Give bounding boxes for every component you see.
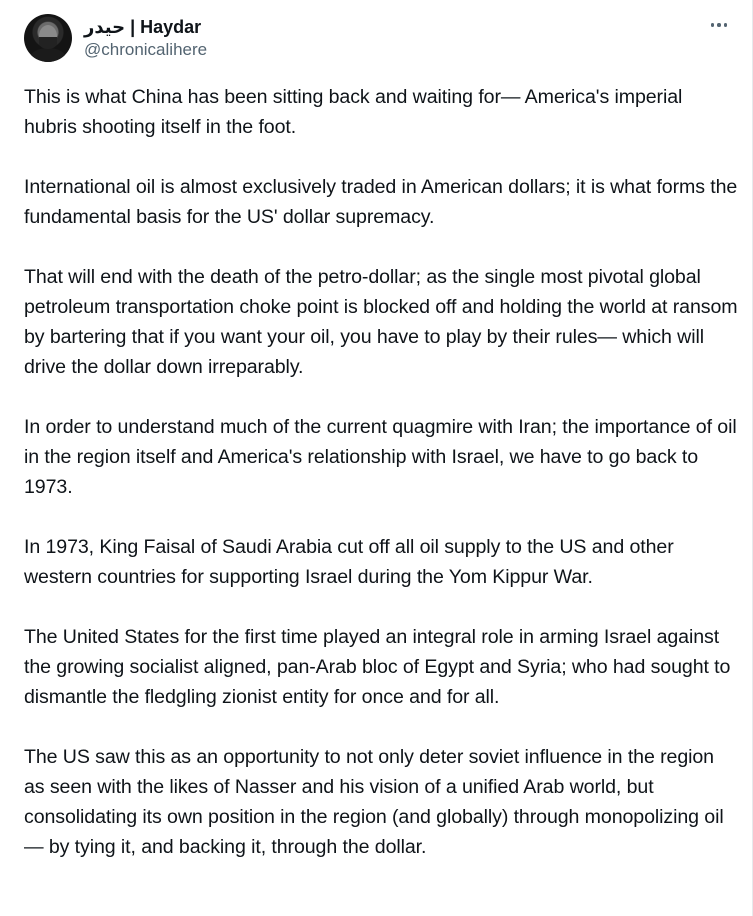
tweet-text [24, 82, 739, 892]
tweet-paragraph: In 1973, King Faisal of Saudi Arabia cut off all oil supply to the US and other western countries for supporting Israel during the Yom Kippur War. [24, 536, 674, 588]
more-options-button[interactable] [708, 14, 730, 36]
tweet-paragraph: The United States for the first time played an integral role in arming Israel against the growing socialist aligned, pan-Arab bloc of Egypt and Syria; who had sought to dismantle the fledgling zionist entity for once and for all. [24, 626, 731, 708]
tweet-paragraph: That will end with the death of the petro-dollar; as the single most pivotal global petroleum transportation choke point is blocked off and holding the world at ransom by bartering that if you want your oil, you have to play by their rules— which will drive the dollar down irreparably. [24, 266, 738, 378]
tweet-paragraph: The US saw this as an opportunity to not only deter soviet influence in the region as seen with the likes of Nasser and his vision of a unified Arab world, but consolidating its own position in the region (and globally) through monopolizing oil— by tying it, and backing it, through the dollar. [24, 746, 724, 858]
author-names [84, 15, 207, 61]
author-display-name[interactable]: حيدر | Haydar [84, 17, 202, 37]
tweet-paragraph: This is what China has been sitting back and waiting for— America's imperial hubris shooting itself in the foot. [24, 86, 683, 138]
tweet-paragraph: In order to understand much of the current quagmire with Iran; the importance of oil in the region itself and America's relationship with Israel, we have to go back to 1973. [24, 416, 737, 498]
author-handle[interactable]: @chronicalihere [84, 40, 208, 59]
avatar-shoulders [30, 48, 66, 62]
avatar-beard [39, 37, 57, 49]
avatar[interactable] [24, 14, 72, 62]
tweet-header [24, 13, 207, 63]
tweet-paragraph: International oil is almost exclusively traded in American dollars; it is what forms the fundamental basis for the US' dollar supremacy. [24, 176, 738, 228]
more-horizontal-icon [709, 23, 729, 27]
